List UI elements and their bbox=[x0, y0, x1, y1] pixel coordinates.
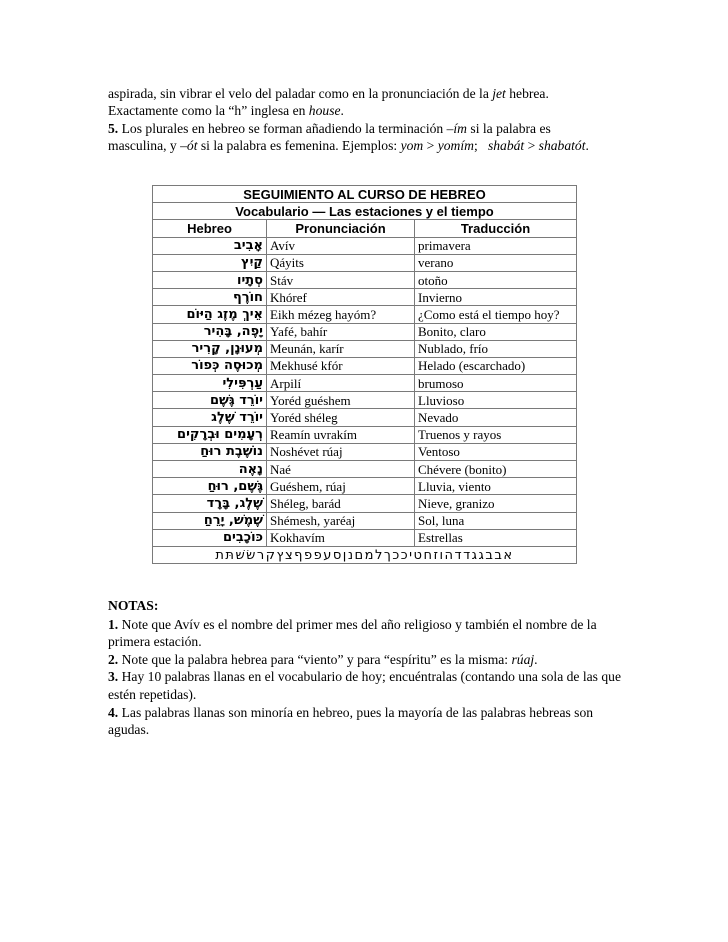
intro-text: aspirada, sin vibrar el velo del paladar como en la pronunciación de la bbox=[108, 86, 493, 101]
item-number: 4. bbox=[108, 704, 119, 720]
intro-text: si la palabra es femenina. Ejemplos: bbox=[197, 138, 401, 154]
hebrew-word-cell: אָבִיב bbox=[153, 237, 267, 254]
translation-cell: Nieve, granizo bbox=[415, 495, 577, 512]
table-row bbox=[153, 340, 577, 357]
hebrew-word-cell: רְעָמִים וּבְרָקִים bbox=[153, 426, 267, 443]
intro-italic: yom bbox=[400, 138, 424, 154]
table-row bbox=[153, 271, 577, 288]
intro-text: masculina, y bbox=[108, 138, 181, 154]
notes-section bbox=[108, 597, 628, 739]
hebrew-word-cell: מְכוּסֶה כְּפוֹר bbox=[153, 357, 267, 374]
table-row bbox=[153, 375, 577, 392]
header-hebreo: Hebreo bbox=[153, 220, 267, 237]
intro-italic: house bbox=[308, 103, 341, 119]
hebrew-word-cell: עַרְפִּילִי bbox=[153, 375, 267, 392]
table-row bbox=[153, 529, 577, 546]
intro-text: hebrea. bbox=[505, 86, 549, 101]
intro-paragraph bbox=[108, 85, 628, 155]
note-3 bbox=[108, 668, 628, 703]
hebrew-word-cell: שֶׁמֶשׁ, יָרֵחַ bbox=[153, 512, 267, 529]
note-text: Las palabras llanas son minoría en hebreo, pues la mayoría de las palabras hebreas son agudas. bbox=[108, 704, 594, 738]
intro-italic: yomím bbox=[437, 138, 474, 154]
intro-italic: jet bbox=[492, 86, 506, 101]
translation-cell: Nublado, frío bbox=[415, 340, 577, 357]
table-title-row bbox=[153, 186, 577, 203]
pronunciation-cell: Qáyits bbox=[267, 254, 415, 271]
hebrew-word-cell: כּוֹכָבִים bbox=[153, 529, 267, 546]
translation-cell: Bonito, claro bbox=[415, 323, 577, 340]
translation-cell: Truenos y rayos bbox=[415, 426, 577, 443]
pronunciation-cell: Avív bbox=[267, 237, 415, 254]
intro-text: Exactamente como la “h” inglesa en bbox=[108, 103, 309, 119]
translation-cell: Chévere (bonito) bbox=[415, 461, 577, 478]
table-row bbox=[153, 237, 577, 254]
intro-italic: shabát bbox=[487, 138, 525, 154]
table-row bbox=[153, 409, 577, 426]
note-text: Note que la palabra hebrea para “viento” y para “espíritu” es la misma: bbox=[118, 651, 512, 667]
intro-text: . bbox=[340, 103, 344, 119]
intro-italic: –ót bbox=[180, 138, 198, 154]
intro-text: ; bbox=[473, 138, 488, 154]
table-row bbox=[153, 289, 577, 306]
pronunciation-cell: Stáv bbox=[267, 271, 415, 288]
intro-italic: –ím bbox=[446, 120, 467, 136]
pronunciation-cell: Khóref bbox=[267, 289, 415, 306]
intro-text: . bbox=[585, 138, 589, 154]
table-row bbox=[153, 443, 577, 460]
translation-cell: primavera bbox=[415, 237, 577, 254]
intro-line-1 bbox=[108, 85, 628, 102]
hebrew-word-cell: שֶׁלֶג, בָּרָד bbox=[153, 495, 267, 512]
table-row bbox=[153, 357, 577, 374]
item-number: 2. bbox=[108, 651, 119, 667]
pronunciation-cell: Shéleg, barád bbox=[267, 495, 415, 512]
translation-cell: Lluvioso bbox=[415, 392, 577, 409]
pronunciation-cell: Meunán, karír bbox=[267, 340, 415, 357]
note-text: Hay 10 palabras llanas en el vocabulario de hoy; encuéntralas (contando una sola de las que estén repetidas). bbox=[108, 669, 621, 702]
intro-text: > bbox=[423, 138, 438, 154]
translation-cell: brumoso bbox=[415, 375, 577, 392]
notes-heading: NOTAS: bbox=[108, 598, 159, 613]
item-number: 5. bbox=[108, 120, 119, 136]
pronunciation-cell: Yoréd guéshem bbox=[267, 392, 415, 409]
item-number: 3. bbox=[108, 669, 119, 685]
translation-cell: Nevado bbox=[415, 409, 577, 426]
pronunciation-cell: Shémesh, yaréaj bbox=[267, 512, 415, 529]
pronunciation-cell: Mekhusé kfór bbox=[267, 357, 415, 374]
table-row bbox=[153, 254, 577, 271]
pronunciation-cell: Arpilí bbox=[267, 375, 415, 392]
table-row bbox=[153, 478, 577, 495]
hebrew-word-cell: חוֹרֶף bbox=[153, 289, 267, 306]
note-italic: rúaj bbox=[511, 651, 535, 667]
translation-cell: ¿Como está el tiempo hoy? bbox=[415, 306, 577, 323]
translation-cell: Lluvia, viento bbox=[415, 478, 577, 495]
pronunciation-cell: Yafé, bahír bbox=[267, 323, 415, 340]
translation-cell: otoño bbox=[415, 271, 577, 288]
table-row bbox=[153, 392, 577, 409]
intro-line-2 bbox=[108, 102, 628, 119]
intro-text: si la palabra es bbox=[467, 120, 551, 136]
table-header-row bbox=[153, 220, 577, 237]
header-pronunciacion: Pronunciación bbox=[267, 220, 415, 237]
hebrew-word-cell: מְעוּנָן, קָרִיר bbox=[153, 340, 267, 357]
note-text: . bbox=[534, 651, 538, 667]
hebrew-word-cell: גֶּשֶׁם, רוּחַ bbox=[153, 478, 267, 495]
note-2 bbox=[108, 651, 628, 669]
alphabet-row bbox=[153, 546, 577, 563]
hebrew-word-cell: נוֹשֶׁבֶת רוּחַ bbox=[153, 443, 267, 460]
pronunciation-cell: Yoréd shéleg bbox=[267, 409, 415, 426]
table-row bbox=[153, 512, 577, 529]
table-row bbox=[153, 306, 577, 323]
translation-cell: Ventoso bbox=[415, 443, 577, 460]
hebrew-word-cell: אֵיךְ מֶזֶג הַיּוֹם bbox=[153, 306, 267, 323]
hebrew-word-cell: יוֹרֵד גֶּשֶׁם bbox=[153, 392, 267, 409]
hebrew-word-cell: נָאֶה bbox=[153, 461, 267, 478]
hebrew-alphabet: אבבגגדדהוזחטיככךלמםנןסעפפףצץקרשׂשׁתּת bbox=[153, 546, 577, 563]
hebrew-word-cell: קַיִץ bbox=[153, 254, 267, 271]
pronunciation-cell: Guéshem, rúaj bbox=[267, 478, 415, 495]
pronunciation-cell: Kokhavím bbox=[267, 529, 415, 546]
intro-text: Los plurales en hebreo se forman añadiendo la terminación bbox=[118, 120, 447, 136]
intro-text: > bbox=[524, 138, 539, 154]
table-row bbox=[153, 495, 577, 512]
table-title: SEGUIMIENTO AL CURSO DE HEBREO bbox=[153, 186, 577, 203]
translation-cell: Helado (escarchado) bbox=[415, 357, 577, 374]
table-subtitle-row bbox=[153, 203, 577, 220]
intro-italic: shabatót bbox=[538, 138, 586, 154]
pronunciation-cell: Reamín uvrakím bbox=[267, 426, 415, 443]
pronunciation-cell: Eikh mézeg hayóm? bbox=[267, 306, 415, 323]
translation-cell: verano bbox=[415, 254, 577, 271]
translation-cell: Estrellas bbox=[415, 529, 577, 546]
translation-cell: Invierno bbox=[415, 289, 577, 306]
pronunciation-cell: Naé bbox=[267, 461, 415, 478]
hebrew-word-cell: סְתָיו bbox=[153, 271, 267, 288]
vocabulary-table bbox=[152, 185, 577, 564]
table-row bbox=[153, 426, 577, 443]
intro-line-3 bbox=[108, 120, 628, 137]
intro-line-4 bbox=[108, 137, 628, 154]
table-row bbox=[153, 323, 577, 340]
note-text: Note que Avív es el nombre del primer mes del año religioso y también el nombre de la primera estación. bbox=[108, 616, 597, 650]
pronunciation-cell: Noshévet rúaj bbox=[267, 443, 415, 460]
header-traduccion: Traducción bbox=[415, 220, 577, 237]
table-subtitle: Vocabulario — Las estaciones y el tiempo bbox=[153, 203, 577, 220]
item-number: 1. bbox=[108, 616, 119, 632]
table-row bbox=[153, 461, 577, 478]
note-4 bbox=[108, 704, 628, 739]
hebrew-word-cell: יוֹרֵד שֶׁלֶג bbox=[153, 409, 267, 426]
translation-cell: Sol, luna bbox=[415, 512, 577, 529]
hebrew-word-cell: יָפֶה, בָּהִיר bbox=[153, 323, 267, 340]
note-1 bbox=[108, 616, 628, 651]
